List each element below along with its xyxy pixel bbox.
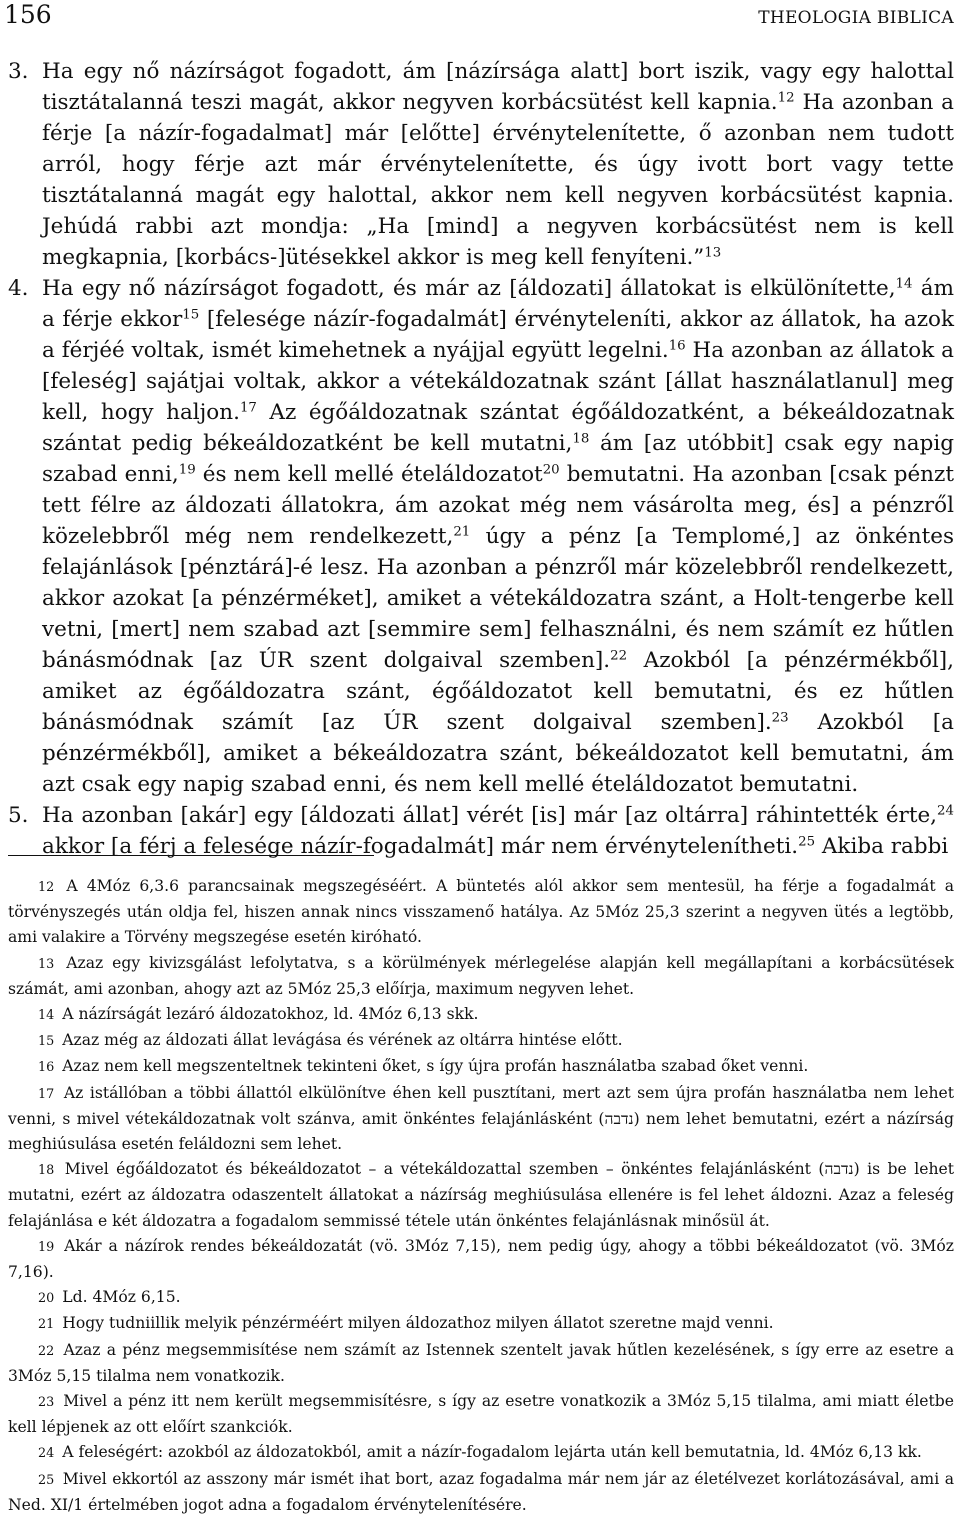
paragraph-text: Ha azonban az állatok a [feleség] sajátjai voltak, akkor a vétekáldozatnak szánt [állat használatlanul] meg kell, hogy haljon. xyxy=(42,338,954,425)
footnote-22 xyxy=(8,1338,954,1389)
paragraph-4 xyxy=(8,273,954,800)
footnote-14 xyxy=(8,1002,954,1028)
footnote-text: Mivel égőáldozatot és békeáldozatot – a vétekáldozattal szemben – önkéntes felajánlásként ( xyxy=(64,1160,825,1179)
footnote-number: 13 xyxy=(38,956,55,972)
footnote-15 xyxy=(8,1028,954,1054)
hebrew-word: נדבה xyxy=(604,1109,634,1128)
footnote-ref[interactable]: 16 xyxy=(668,338,686,354)
footnote-ref[interactable]: 19 xyxy=(178,462,196,478)
footnote-separator xyxy=(8,855,374,856)
paragraph-3 xyxy=(8,56,954,273)
footnote-text: ) is be lehet mutatni, ezért az áldozatra odaszentelt állatokat a názírság meghiúsulása ellenére is fel lehet áldozni. Azaz a feleség felajánlása e két áldozatra a fogadalom semmissé tétele után önkéntes felajánlásnak minősül át. xyxy=(8,1160,954,1230)
main-text xyxy=(8,56,954,862)
paragraph-text: Ha egy nő názírságot fogadott, és már az [áldozati] állatokat is elkülönítette, xyxy=(42,276,896,301)
footnote-text: A názírságát lezáró áldozatokhoz, ld. 4Móz 6,13 skk. xyxy=(62,1005,479,1024)
footnote-ref[interactable]: 23 xyxy=(771,710,789,726)
footnote-ref[interactable]: 21 xyxy=(453,524,471,540)
paragraph-text: Akiba rabbi xyxy=(815,834,949,859)
footnote-text: A feleségért: azokból az áldozatokból, amit a názír-fogadalom lejárta után kell bemutatnia, ld. 4Móz 6,13 kk. xyxy=(62,1443,922,1462)
footnote-text: Azaz egy kivizsgálást lefolytatva, s a körülmények mérlegelése alapján kell megállapítani a korbácsütések számát, ami azonban, ahogy azt az 5Móz 25,3 előírja, maximum negyven lehet. xyxy=(8,953,954,998)
footnote-number: 21 xyxy=(38,1317,55,1333)
footnote-text: Azaz a pénz megsemmisítése nem számít az Istennek szentelt javak hűtlen kezelésének, s így erre az esetre a 3Móz 5,15 tilalma nem vonatkozik. xyxy=(8,1340,954,1385)
page-header xyxy=(4,0,954,36)
footnote-ref[interactable]: 14 xyxy=(895,276,913,292)
footnote-16 xyxy=(8,1054,954,1080)
footnote-text: Mivel a pénz itt nem került megsemmisítésre, s így az esetre vonatkozik a 3Móz 5,15 tilalma, ami miatt életbe kell lépjenek az ott előírt szankciók. xyxy=(8,1392,954,1437)
footnote-text: Mivel ekkortól az asszony már ismét ihat bort, azaz fogadalma már nem jár az életélvezet korlátozásával, ami a Ned. XI/1 értelmében jogot adna a fogadalom érvénytelenítésére. xyxy=(8,1469,954,1514)
footnote-19 xyxy=(8,1234,954,1285)
footnote-number: 22 xyxy=(38,1343,55,1359)
footnote-number: 23 xyxy=(38,1395,55,1411)
paragraph-text: Ha egy nő názírságot fogadott, ám [názírsága alatt] bort iszik, vagy egy halottal tisztátalanná teszi magát, akkor negyven korbácsütést kell kapnia. xyxy=(42,59,954,115)
footnote-25 xyxy=(8,1467,954,1518)
footnote-ref[interactable]: 13 xyxy=(704,245,722,261)
paragraph-text: Ha azonban a férje [a názír-fogadalmat] már [előtte] érvénytelenítette, ő azonban nem tudott arról, hogy férje azt már érvénytelenítette, és úgy ivott bort vagy tette tisztátalanná magát egy halottal, akkor nem kell negyven korbácsütést kapnia. Jehúdá rabbi azt mondja: „Ha [mind] a negyven korbácsütést nem is kell megkapnia, [korbács-]ütésekkel akkor is meg kell fenyíteni.” xyxy=(42,90,954,270)
footnote-number: 25 xyxy=(38,1472,55,1488)
footnote-ref[interactable]: 25 xyxy=(798,834,816,850)
paragraph-number: 3. xyxy=(8,59,29,84)
footnote-24 xyxy=(8,1440,954,1466)
paragraph-text: bemutatni. Ha azonban [csak pénzt tett félre az áldozati állatokra, ám azokat még nem vásárolta meg, és] a pénzről közelebbről még nem rendelkezett, xyxy=(42,462,954,549)
footnote-13 xyxy=(8,951,954,1002)
paragraph-text: és nem kell mellé ételáldozatot xyxy=(195,462,543,487)
footnote-ref[interactable]: 24 xyxy=(937,803,954,819)
paragraph-text: Ha azonban [akár] egy [áldozati állat] vérét [is] már [az oltárra] ráhintették érte, xyxy=(42,803,938,828)
paragraph-text: Azokból [a pénzérmékből], amiket az égőáldozatra szánt, égőáldozatot kell bemutatni, és ez hűtlen bánásmódnak számít [az ÚR szent dolgaival szemben]. xyxy=(42,648,954,735)
footnote-text: Azaz még az áldozati állat levágása és vérének az oltárra hintése előtt. xyxy=(62,1031,623,1050)
footnote-text: ) nem lehet bemutatni, ezért a názírság meghiúsulása esetén feláldozni sem lehet. xyxy=(8,1109,955,1154)
paragraph-text: [felesége názír-fogadalmát] érvényteleníti, akkor az állatok, ha azok a férjéé voltak, ismét kimehetnek a nyájjal együtt legelni. xyxy=(42,307,954,363)
paragraph-5 xyxy=(8,800,954,862)
footnote-17 xyxy=(8,1081,954,1158)
footnote-number: 12 xyxy=(38,880,55,895)
paragraph-text: úgy a pénz [a Templomé,] az önkéntes felajánlások [pénztárá]-é lesz. Ha azonban a pénzről már közelebbről rendelkezett, akkor azokat [a pénzérméket], amiket a vétekáldozatra szánt, a Holt-tengerbe kell vetni, [mert] nem szabad azt [semmire sem] felhasználni, és nem számít ez hűtlen bánásmódnak [az ÚR szent dolgaival szemben]. xyxy=(42,524,954,673)
paragraph-text: ám a férje ekkor xyxy=(42,276,954,332)
footnote-ref[interactable]: 15 xyxy=(182,307,200,323)
footnote-number: 24 xyxy=(38,1446,55,1462)
footnote-number: 18 xyxy=(38,1163,55,1179)
footnote-number: 17 xyxy=(38,1086,55,1102)
footnote-number: 14 xyxy=(38,1008,55,1024)
footnote-12 xyxy=(8,874,954,951)
running-head: THEOLOGIA BIBLICA xyxy=(758,8,954,28)
paragraph-text: ám [az utóbbit] csak egy napig szabad enni, xyxy=(42,431,954,487)
footnote-ref[interactable]: 12 xyxy=(777,90,795,106)
footnote-21 xyxy=(8,1311,954,1337)
paragraph-number: 5. xyxy=(8,803,29,828)
footnote-text: A 4Móz 6,3.6 parancsainak megszegéséért. A büntetés alól akkor sem mentesül, ha férje a fogadalmát a törvényszegés után oldja fel, hiszen annak nincs visszamenő hatálya. Az 5Móz 25,3 szerint a negyven ütés a legtöbb, ami valakire a Törvény megszegése esetén kiróható. xyxy=(8,877,954,947)
paragraph-text: Azokból [a pénzérmékből], amiket a békeáldozatra szánt, békeáldozatot kell bemutatni, ám azt csak egy napig szabad enni, és nem kell mellé ételáldozatot bemutatni. xyxy=(42,710,954,797)
footnote-ref[interactable]: 20 xyxy=(542,462,560,478)
footnote-text: Azaz nem kell megszenteltnek tekinteni őket, s így újra profán használatba szabad őket venni. xyxy=(62,1057,809,1076)
paragraph-text: Az égőáldozatnak szántat égőáldozatként, a békeáldozatnak szántat pedig békeáldozatként be kell mutatni, xyxy=(42,400,954,456)
footnote-18 xyxy=(8,1157,954,1234)
hebrew-word: נדבה xyxy=(824,1160,854,1179)
footnote-number: 15 xyxy=(38,1034,55,1050)
footnote-number: 20 xyxy=(38,1291,55,1307)
footnote-ref[interactable]: 18 xyxy=(572,431,590,447)
footnote-number: 16 xyxy=(38,1060,55,1076)
footnote-ref[interactable]: 17 xyxy=(239,400,257,416)
page-number: 156 xyxy=(4,0,52,29)
footnote-text: Ld. 4Móz 6,15. xyxy=(62,1288,181,1307)
paragraph-text: akkor [a férj a felesége názír-fogadalmát] már nem érvénytelenítheti. xyxy=(42,834,799,859)
footnote-20 xyxy=(8,1285,954,1311)
footnote-text: Az istállóban a többi állattól elkülönítve éhen kell pusztítani, mert azt sem újra profán használatba nem lehet venni, s mivel vétekáldozatnak volt szánva, amit önkéntes felajánlásként ( xyxy=(8,1083,954,1128)
footnote-23 xyxy=(8,1389,954,1440)
paragraph-number: 4. xyxy=(8,276,29,301)
footnotes xyxy=(8,874,954,1518)
footnote-text: Akár a názírok rendes békeáldozatát (vö. 3Móz 7,15), nem pedig úgy, ahogy a többi békeáldozatot (vö. 3Móz 7,16). xyxy=(8,1236,954,1282)
footnote-text: Hogy tudniillik melyik pénzérméért milyen áldozathoz milyen állatot szeretne majd venni. xyxy=(62,1314,774,1333)
footnote-ref[interactable]: 22 xyxy=(610,648,628,664)
footnote-number: 19 xyxy=(38,1239,55,1255)
